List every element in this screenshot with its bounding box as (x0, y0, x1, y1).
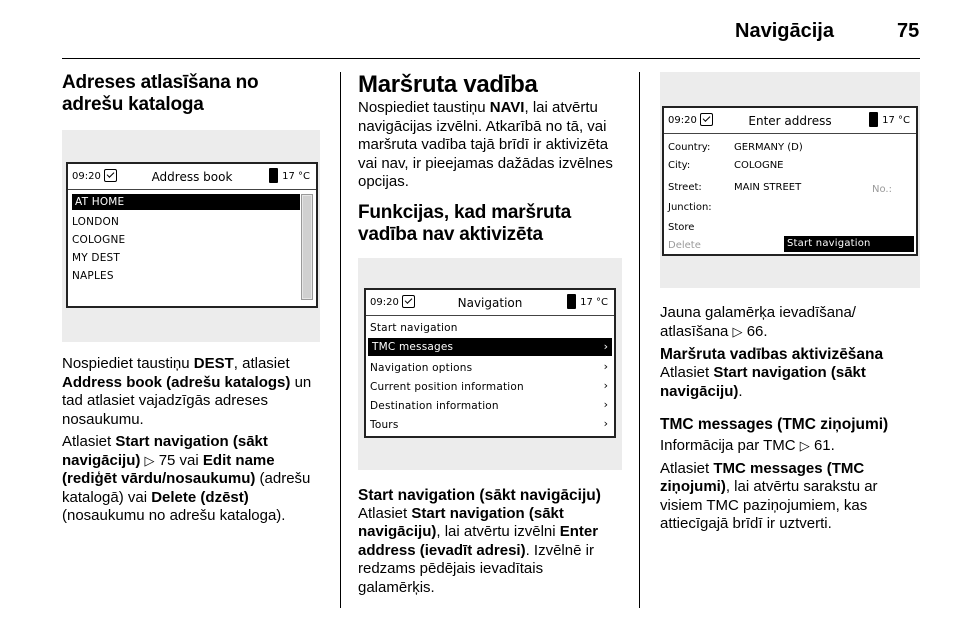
page-reference-icon: ▷ (732, 323, 743, 339)
menu-item-tmc-messages[interactable]: TMC messages (368, 338, 612, 356)
subheading-start-navigation: Start navigation (sākt navigāciju) (358, 486, 601, 504)
page-reference[interactable]: 61. (813, 437, 835, 454)
chevron-right-icon: › (603, 378, 608, 392)
column-1 (62, 72, 320, 526)
paragraph: Atlasiet TMC messages (TMC ziņojumi), lai atvērtu sarakstu ar visiem TMC paziņojumiem, kas attiecīgajā brīdī ir uztverti. (660, 459, 878, 532)
subheading-functions: Funkcijas, kad maršruta vadība nav aktivizēta (358, 201, 571, 245)
screen-status-bar (664, 108, 916, 134)
paragraph: Nospiediet taustiņu DEST, atlasiet Address book (adrešu katalogs) un tad atlasiet vajadzīgās adreses nosaukumu. (62, 355, 312, 428)
paragraph: Atlasiet Start navigation (sākt navigāciju). (660, 364, 866, 400)
temperature: 17 °C (580, 296, 608, 308)
navigation-screen (364, 288, 616, 438)
menu-item-navigation-options[interactable]: Navigation options (370, 361, 473, 374)
screen-title: Enter address (748, 114, 832, 128)
phone-icon (567, 294, 576, 309)
chevron-right-icon: › (603, 397, 608, 411)
store-button[interactable]: Store (668, 222, 695, 233)
paragraph: Informācija par TMC ▷ 61. (660, 437, 835, 454)
temperature: 17 °C (282, 171, 310, 182)
enter-address-screen (662, 106, 918, 256)
screen-status-bar (366, 290, 614, 316)
list-item[interactable]: LONDON (72, 216, 119, 228)
paragraph: Jauna galamērķa ievadīšana/ atlasīšana ▷ 66. (660, 304, 856, 340)
subheading-tmc-messages: TMC messages (TMC ziņojumi) (660, 416, 889, 433)
chevron-right-icon: › (603, 416, 608, 430)
paragraph: Atlasiet Start navigation (sākt navigāciju) ▷ 75 vai Edit name (rediģēt vārdu/nosaukumu) (adrešu katalogā) vai Delete (dzēst) (nosaukumu no adrešu kataloga). (62, 433, 311, 524)
column-divider-2 (639, 72, 640, 608)
list-item[interactable]: NAPLES (72, 270, 114, 282)
scrollbar[interactable] (301, 194, 313, 300)
enter-address-screen-figure (660, 72, 920, 288)
page-reference[interactable]: 66. (746, 322, 768, 340)
start-navigation-button[interactable]: Start navigation (784, 236, 914, 252)
navigation-screen-figure (358, 258, 622, 470)
menu-item-start-navigation[interactable]: Start navigation (370, 321, 458, 334)
page-number: 75 (897, 20, 920, 42)
screen-title: Address book (151, 170, 233, 184)
phone-icon (869, 112, 878, 127)
column-3 (660, 72, 920, 534)
address-book-screen-figure (62, 130, 320, 342)
list-item-selected[interactable]: AT HOME (72, 194, 300, 210)
screen-status-bar (68, 164, 316, 190)
paragraph: Atlasiet Start navigation (sākt navigāciju), lai atvērtu izvēlni Enter address (ievadīt adresi). Izvēlnē ir redzams pēdējais ievadītais galamērķis. (358, 504, 599, 596)
page-header-title: Navigācija (735, 20, 834, 42)
address-book-screen (66, 162, 318, 308)
column-divider-1 (340, 72, 341, 608)
street-label: Street: (668, 182, 702, 193)
chevron-right-icon: › (603, 359, 608, 373)
delete-button[interactable]: Delete (668, 240, 701, 251)
menu-item-current-position[interactable]: Current position information (370, 380, 524, 393)
phone-icon (269, 168, 278, 183)
column-2 (358, 72, 622, 597)
header-rule (62, 58, 920, 59)
page-reference-icon: ▷ (144, 452, 155, 468)
screen-title: Navigation (457, 295, 523, 310)
list-item[interactable]: MY DEST (72, 252, 121, 264)
page-reference[interactable]: 75 (158, 451, 176, 469)
chevron-right-icon: › (603, 339, 608, 353)
clock-time: 09:20 (370, 296, 399, 308)
clock-time: 09:20 (72, 171, 101, 182)
junction-label[interactable]: Junction: (668, 202, 712, 213)
country-label: Country: (668, 142, 711, 153)
temperature: 17 °C (882, 115, 910, 126)
country-value[interactable]: GERMANY (D) (734, 142, 803, 153)
city-label: City: (668, 160, 691, 171)
city-value[interactable]: COLOGNE (734, 160, 784, 171)
paragraph: Nospiediet taustiņu NAVI, lai atvērtu navigācijas izvēlni. Atkarībā no tā, vai maršruta vadība tajā brīdī ir aktivizēta vai nav, ir pieejamas dažādas izvēlnes opcijas. (358, 99, 613, 190)
list-item[interactable]: COLOGNE (72, 234, 126, 246)
subheading-activate-guidance: Maršruta vadības aktivizēšana (660, 346, 884, 363)
street-value[interactable]: MAIN STREET (734, 182, 802, 193)
house-number-label[interactable]: No.: (872, 184, 892, 195)
menu-item-destination-info[interactable]: Destination information (370, 399, 499, 412)
scrollbar-thumb[interactable] (303, 196, 311, 298)
clock-time: 09:20 (668, 115, 697, 126)
page-reference-icon: ▷ (799, 438, 810, 453)
section-heading-address-book: Adreses atlasīšana no adrešu kataloga (62, 72, 259, 115)
menu-item-tours[interactable]: Tours (370, 418, 399, 431)
section-heading-route-guidance: Maršruta vadība (358, 71, 538, 98)
